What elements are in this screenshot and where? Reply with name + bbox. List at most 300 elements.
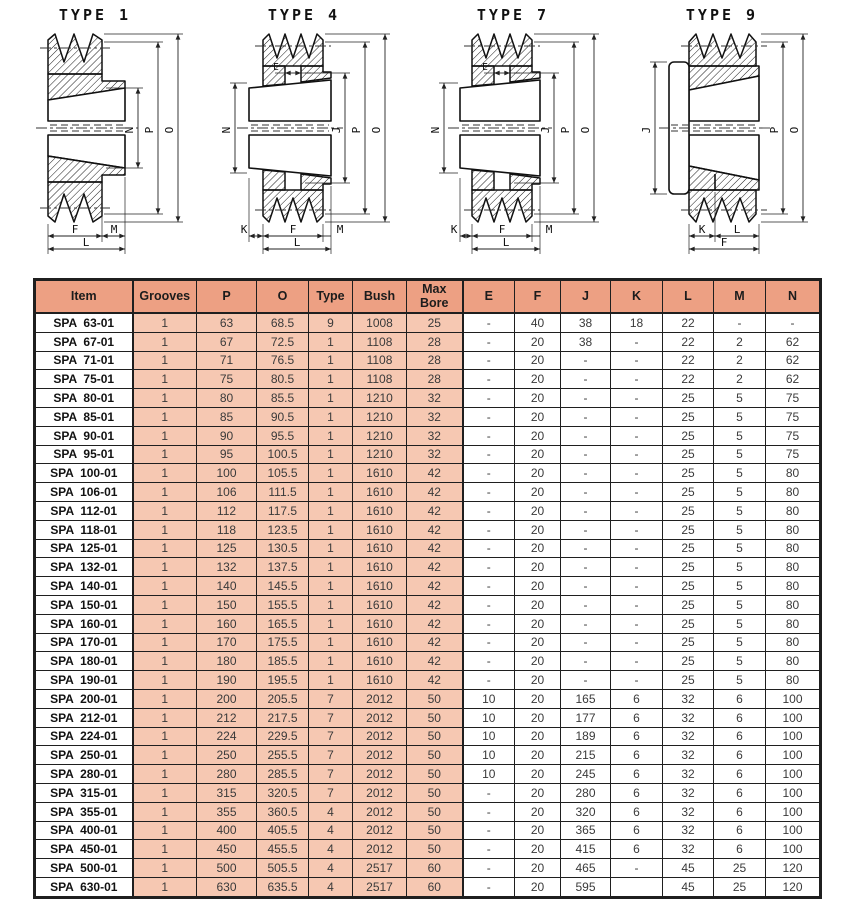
- table-cell: 2012: [353, 708, 407, 727]
- table-cell: 1: [133, 426, 197, 445]
- table-cell: 20: [515, 464, 561, 483]
- table-cell: 1: [309, 332, 353, 351]
- table-cell: 5: [714, 426, 766, 445]
- item-cell: SPA 125-01: [35, 539, 133, 558]
- table-cell: [611, 877, 663, 897]
- table-cell: 6: [714, 783, 766, 802]
- table-cell: 40: [515, 313, 561, 332]
- type-4-pulley-section-svg: [219, 26, 428, 266]
- table-cell: 20: [515, 633, 561, 652]
- table-row: [35, 746, 821, 765]
- dim-label-o: O: [370, 126, 383, 134]
- table-cell: 405.5: [257, 821, 309, 840]
- table-cell: 140: [197, 577, 257, 596]
- table-cell: 175.5: [257, 633, 309, 652]
- table-cell: 25: [663, 426, 714, 445]
- table-cell: 6: [714, 746, 766, 765]
- table-row: [35, 445, 821, 464]
- table-cell: 250: [197, 746, 257, 765]
- table-cell: 20: [515, 802, 561, 821]
- table-cell: 22: [663, 313, 714, 332]
- table-cell: 18: [611, 313, 663, 332]
- item-cell: SPA 85-01: [35, 407, 133, 426]
- dim-label-m: M: [336, 223, 344, 236]
- dim-label-p: P: [559, 126, 572, 134]
- table-cell: -: [611, 595, 663, 614]
- dim-label-o: O: [579, 126, 592, 134]
- item-cell: SPA 67-01: [35, 332, 133, 351]
- table-cell: 25: [663, 652, 714, 671]
- table-cell: -: [561, 483, 611, 502]
- table-cell: 9: [309, 313, 353, 332]
- table-cell: 1610: [353, 671, 407, 690]
- column-header-e: E: [463, 280, 515, 314]
- table-cell: 1: [309, 389, 353, 408]
- table-cell: 1: [309, 483, 353, 502]
- spec-table: [33, 278, 822, 899]
- table-row: [35, 765, 821, 784]
- table-cell: 4: [309, 859, 353, 878]
- table-row: [35, 652, 821, 671]
- table-cell: 4: [309, 802, 353, 821]
- table-cell: -: [463, 595, 515, 614]
- table-cell: 111.5: [257, 483, 309, 502]
- table-cell: -: [561, 407, 611, 426]
- table-cell: -: [463, 783, 515, 802]
- table-cell: 1: [309, 539, 353, 558]
- table-cell: 5: [714, 614, 766, 633]
- table-cell: 1610: [353, 652, 407, 671]
- drawing-title-type-9: TYPE 9: [685, 6, 759, 24]
- table-cell: 25: [663, 407, 714, 426]
- table-cell: -: [463, 332, 515, 351]
- type-7-pulley-section-svg: [428, 26, 637, 266]
- table-cell: 1610: [353, 501, 407, 520]
- table-cell: 132: [197, 558, 257, 577]
- table-cell: 1108: [353, 332, 407, 351]
- dim-label-o: O: [788, 126, 801, 134]
- item-cell: SPA 224-01: [35, 727, 133, 746]
- item-cell: SPA 280-01: [35, 765, 133, 784]
- table-row: [35, 633, 821, 652]
- table-cell: 1: [309, 520, 353, 539]
- table-cell: -: [766, 313, 821, 332]
- table-cell: 160: [197, 614, 257, 633]
- item-cell: SPA 90-01: [35, 426, 133, 445]
- table-cell: 1610: [353, 595, 407, 614]
- table-cell: -: [611, 426, 663, 445]
- drawing-type-7: [428, 4, 637, 272]
- table-cell: 1: [133, 765, 197, 784]
- table-cell: 42: [407, 520, 463, 539]
- table-cell: 20: [515, 652, 561, 671]
- table-cell: 22: [663, 332, 714, 351]
- item-cell: SPA 170-01: [35, 633, 133, 652]
- table-cell: 42: [407, 577, 463, 596]
- table-cell: 7: [309, 765, 353, 784]
- table-cell: 76.5: [257, 351, 309, 370]
- table-row: [35, 370, 821, 389]
- table-cell: 1: [133, 577, 197, 596]
- table-cell: -: [611, 520, 663, 539]
- dim-label-j: J: [330, 126, 343, 134]
- table-cell: 32: [407, 407, 463, 426]
- table-cell: 6: [611, 689, 663, 708]
- table-cell: 5: [714, 501, 766, 520]
- table-cell: 6: [611, 727, 663, 746]
- table-cell: 50: [407, 708, 463, 727]
- table-cell: 1610: [353, 539, 407, 558]
- table-cell: 6: [714, 802, 766, 821]
- table-row: [35, 840, 821, 859]
- table-row: [35, 595, 821, 614]
- table-cell: 185.5: [257, 652, 309, 671]
- table-cell: 20: [515, 483, 561, 502]
- table-cell: 2: [714, 370, 766, 389]
- table-cell: 25: [663, 483, 714, 502]
- table-cell: 5: [714, 558, 766, 577]
- column-header-type: Type: [309, 280, 353, 314]
- table-cell: 63: [197, 313, 257, 332]
- dim-label-l: L: [82, 236, 90, 249]
- table-cell: -: [611, 577, 663, 596]
- table-cell: 42: [407, 652, 463, 671]
- dim-label-e: E: [482, 62, 488, 73]
- table-cell: 245: [561, 765, 611, 784]
- table-cell: 635.5: [257, 877, 309, 897]
- dim-label-n: N: [123, 126, 136, 134]
- table-cell: 25: [714, 877, 766, 897]
- table-cell: 80: [766, 577, 821, 596]
- table-cell: 42: [407, 595, 463, 614]
- table-cell: 1610: [353, 614, 407, 633]
- table-cell: 28: [407, 370, 463, 389]
- table-cell: 80: [766, 652, 821, 671]
- table-cell: 6: [611, 821, 663, 840]
- dim-label-n: N: [220, 126, 233, 134]
- dim-label-k: K: [450, 223, 458, 236]
- table-cell: 80: [766, 671, 821, 690]
- table-cell: 10: [463, 689, 515, 708]
- table-cell: 80: [766, 464, 821, 483]
- column-header-bush: Bush: [353, 280, 407, 314]
- table-cell: 20: [515, 859, 561, 878]
- table-cell: 106: [197, 483, 257, 502]
- table-cell: 155.5: [257, 595, 309, 614]
- table-cell: 1: [309, 370, 353, 389]
- table-cell: 177: [561, 708, 611, 727]
- table-cell: 5: [714, 389, 766, 408]
- column-header-grooves: Grooves: [133, 280, 197, 314]
- table-cell: 20: [515, 332, 561, 351]
- table-cell: 80: [766, 595, 821, 614]
- table-cell: 500: [197, 859, 257, 878]
- column-header-l: L: [663, 280, 714, 314]
- table-cell: 80: [766, 558, 821, 577]
- table-cell: 1610: [353, 558, 407, 577]
- table-cell: 20: [515, 558, 561, 577]
- pulley-cross-section: [448, 34, 552, 222]
- table-row: [35, 426, 821, 445]
- table-cell: 1: [133, 633, 197, 652]
- table-cell: 38: [561, 313, 611, 332]
- table-cell: 455.5: [257, 840, 309, 859]
- table-cell: -: [561, 614, 611, 633]
- table-cell: -: [611, 539, 663, 558]
- table-cell: 190: [197, 671, 257, 690]
- table-cell: 50: [407, 746, 463, 765]
- table-cell: 45: [663, 877, 714, 897]
- table-cell: 123.5: [257, 520, 309, 539]
- column-header-m: M: [714, 280, 766, 314]
- table-cell: 100: [766, 727, 821, 746]
- table-cell: 170: [197, 633, 257, 652]
- table-cell: -: [463, 539, 515, 558]
- table-cell: 25: [407, 313, 463, 332]
- table-cell: 32: [663, 840, 714, 859]
- table-cell: -: [463, 520, 515, 539]
- table-cell: 5: [714, 407, 766, 426]
- table-cell: -: [561, 351, 611, 370]
- table-cell: 20: [515, 840, 561, 859]
- table-cell: -: [714, 313, 766, 332]
- table-cell: 1: [133, 389, 197, 408]
- table-cell: 6: [714, 840, 766, 859]
- table-cell: 100: [766, 689, 821, 708]
- item-cell: SPA 118-01: [35, 520, 133, 539]
- spec-table-header: [35, 280, 821, 314]
- pulley-cross-section: [237, 34, 343, 222]
- table-cell: 32: [663, 765, 714, 784]
- table-cell: -: [561, 445, 611, 464]
- table-cell: 2: [714, 351, 766, 370]
- item-cell: SPA 106-01: [35, 483, 133, 502]
- dim-label-j: J: [539, 126, 552, 134]
- table-row: [35, 464, 821, 483]
- table-cell: 20: [515, 520, 561, 539]
- table-cell: -: [463, 577, 515, 596]
- spec-table-body: [35, 313, 821, 897]
- table-cell: 6: [611, 840, 663, 859]
- table-cell: 25: [663, 595, 714, 614]
- table-cell: 2517: [353, 877, 407, 897]
- table-cell: 7: [309, 783, 353, 802]
- table-cell: 42: [407, 558, 463, 577]
- table-row: [35, 389, 821, 408]
- table-cell: 100.5: [257, 445, 309, 464]
- table-cell: -: [611, 407, 663, 426]
- table-cell: 285.5: [257, 765, 309, 784]
- table-cell: 1610: [353, 464, 407, 483]
- table-cell: 20: [515, 746, 561, 765]
- table-cell: 10: [463, 746, 515, 765]
- table-cell: 355: [197, 802, 257, 821]
- table-cell: -: [561, 539, 611, 558]
- table-cell: 2012: [353, 802, 407, 821]
- table-cell: 6: [611, 746, 663, 765]
- table-cell: 71: [197, 351, 257, 370]
- table-cell: 1: [133, 821, 197, 840]
- table-cell: 4: [309, 840, 353, 859]
- table-cell: 20: [515, 614, 561, 633]
- table-cell: 1: [309, 445, 353, 464]
- table-row: [35, 558, 821, 577]
- drawing-type-9: [637, 4, 846, 272]
- table-cell: 137.5: [257, 558, 309, 577]
- table-cell: 100: [766, 765, 821, 784]
- table-cell: 10: [463, 727, 515, 746]
- table-cell: 505.5: [257, 859, 309, 878]
- table-cell: 100: [766, 802, 821, 821]
- table-cell: 20: [515, 671, 561, 690]
- table-cell: 1: [309, 614, 353, 633]
- table-cell: 42: [407, 614, 463, 633]
- item-cell: SPA 250-01: [35, 746, 133, 765]
- table-row: [35, 351, 821, 370]
- table-cell: 62: [766, 351, 821, 370]
- table-cell: -: [463, 840, 515, 859]
- table-cell: -: [611, 445, 663, 464]
- table-cell: 62: [766, 370, 821, 389]
- table-cell: 6: [714, 727, 766, 746]
- table-cell: 60: [407, 877, 463, 897]
- table-cell: 1: [309, 351, 353, 370]
- table-cell: 75: [766, 426, 821, 445]
- table-cell: 1: [133, 727, 197, 746]
- table-cell: -: [463, 671, 515, 690]
- dim-label-l: L: [502, 236, 510, 249]
- table-cell: 1108: [353, 370, 407, 389]
- table-cell: 67: [197, 332, 257, 351]
- table-cell: 1: [133, 464, 197, 483]
- table-cell: 32: [407, 445, 463, 464]
- table-cell: 630: [197, 877, 257, 897]
- table-cell: 25: [663, 520, 714, 539]
- table-cell: 217.5: [257, 708, 309, 727]
- table-cell: 595: [561, 877, 611, 897]
- table-cell: 95: [197, 445, 257, 464]
- item-cell: SPA 400-01: [35, 821, 133, 840]
- table-cell: 80: [766, 520, 821, 539]
- table-cell: 42: [407, 483, 463, 502]
- table-cell: 6: [714, 765, 766, 784]
- table-cell: 72.5: [257, 332, 309, 351]
- table-cell: 90: [197, 426, 257, 445]
- table-cell: -: [611, 633, 663, 652]
- table-cell: 280: [197, 765, 257, 784]
- table-cell: 95.5: [257, 426, 309, 445]
- table-cell: 2012: [353, 746, 407, 765]
- item-cell: SPA 160-01: [35, 614, 133, 633]
- table-row: [35, 614, 821, 633]
- table-row: [35, 859, 821, 878]
- table-cell: 1610: [353, 520, 407, 539]
- table-cell: 7: [309, 727, 353, 746]
- table-cell: 1: [309, 407, 353, 426]
- table-cell: 60: [407, 859, 463, 878]
- column-header-k: K: [611, 280, 663, 314]
- table-cell: 20: [515, 539, 561, 558]
- table-cell: -: [463, 501, 515, 520]
- table-cell: 32: [663, 783, 714, 802]
- table-cell: -: [611, 351, 663, 370]
- table-cell: -: [611, 389, 663, 408]
- table-cell: 1: [309, 426, 353, 445]
- table-cell: 25: [663, 671, 714, 690]
- table-cell: 20: [515, 501, 561, 520]
- drawing-type-4: [219, 4, 428, 272]
- table-cell: 32: [663, 802, 714, 821]
- table-cell: -: [463, 313, 515, 332]
- drawing-title-type-1: TYPE 1: [58, 6, 132, 24]
- table-cell: 25: [663, 445, 714, 464]
- table-cell: 42: [407, 539, 463, 558]
- table-cell: -: [561, 464, 611, 483]
- table-cell: -: [463, 407, 515, 426]
- item-cell: SPA 132-01: [35, 558, 133, 577]
- table-cell: 5: [714, 671, 766, 690]
- item-cell: SPA 71-01: [35, 351, 133, 370]
- table-cell: 20: [515, 445, 561, 464]
- table-cell: 1: [309, 633, 353, 652]
- table-cell: 100: [197, 464, 257, 483]
- table-cell: 80: [766, 539, 821, 558]
- table-cell: 62: [766, 332, 821, 351]
- table-cell: 1: [133, 370, 197, 389]
- table-cell: 1: [133, 332, 197, 351]
- table-cell: -: [561, 426, 611, 445]
- table-cell: 4: [309, 877, 353, 897]
- table-cell: 32: [663, 727, 714, 746]
- table-cell: -: [611, 332, 663, 351]
- table-row: [35, 539, 821, 558]
- table-cell: 1610: [353, 577, 407, 596]
- table-cell: 1: [309, 464, 353, 483]
- table-cell: 105.5: [257, 464, 309, 483]
- table-cell: 25: [663, 633, 714, 652]
- table-row: [35, 727, 821, 746]
- table-cell: 20: [515, 689, 561, 708]
- table-cell: 229.5: [257, 727, 309, 746]
- table-cell: 1108: [353, 351, 407, 370]
- table-cell: 320.5: [257, 783, 309, 802]
- table-cell: 7: [309, 746, 353, 765]
- table-cell: 20: [515, 577, 561, 596]
- table-cell: 5: [714, 633, 766, 652]
- table-cell: -: [611, 671, 663, 690]
- table-cell: 100: [766, 708, 821, 727]
- column-header-o: O: [257, 280, 309, 314]
- table-cell: 1: [133, 802, 197, 821]
- table-cell: 1610: [353, 483, 407, 502]
- table-cell: 20: [515, 389, 561, 408]
- table-cell: 5: [714, 520, 766, 539]
- table-cell: 450: [197, 840, 257, 859]
- table-cell: 1: [309, 577, 353, 596]
- item-cell: SPA 212-01: [35, 708, 133, 727]
- table-cell: -: [561, 595, 611, 614]
- table-cell: 45: [663, 859, 714, 878]
- table-cell: -: [463, 483, 515, 502]
- table-cell: 68.5: [257, 313, 309, 332]
- table-cell: -: [463, 859, 515, 878]
- table-cell: 120: [766, 859, 821, 878]
- table-cell: -: [611, 464, 663, 483]
- table-cell: 10: [463, 708, 515, 727]
- table-cell: 25: [714, 859, 766, 878]
- table-cell: 2012: [353, 727, 407, 746]
- item-cell: SPA 450-01: [35, 840, 133, 859]
